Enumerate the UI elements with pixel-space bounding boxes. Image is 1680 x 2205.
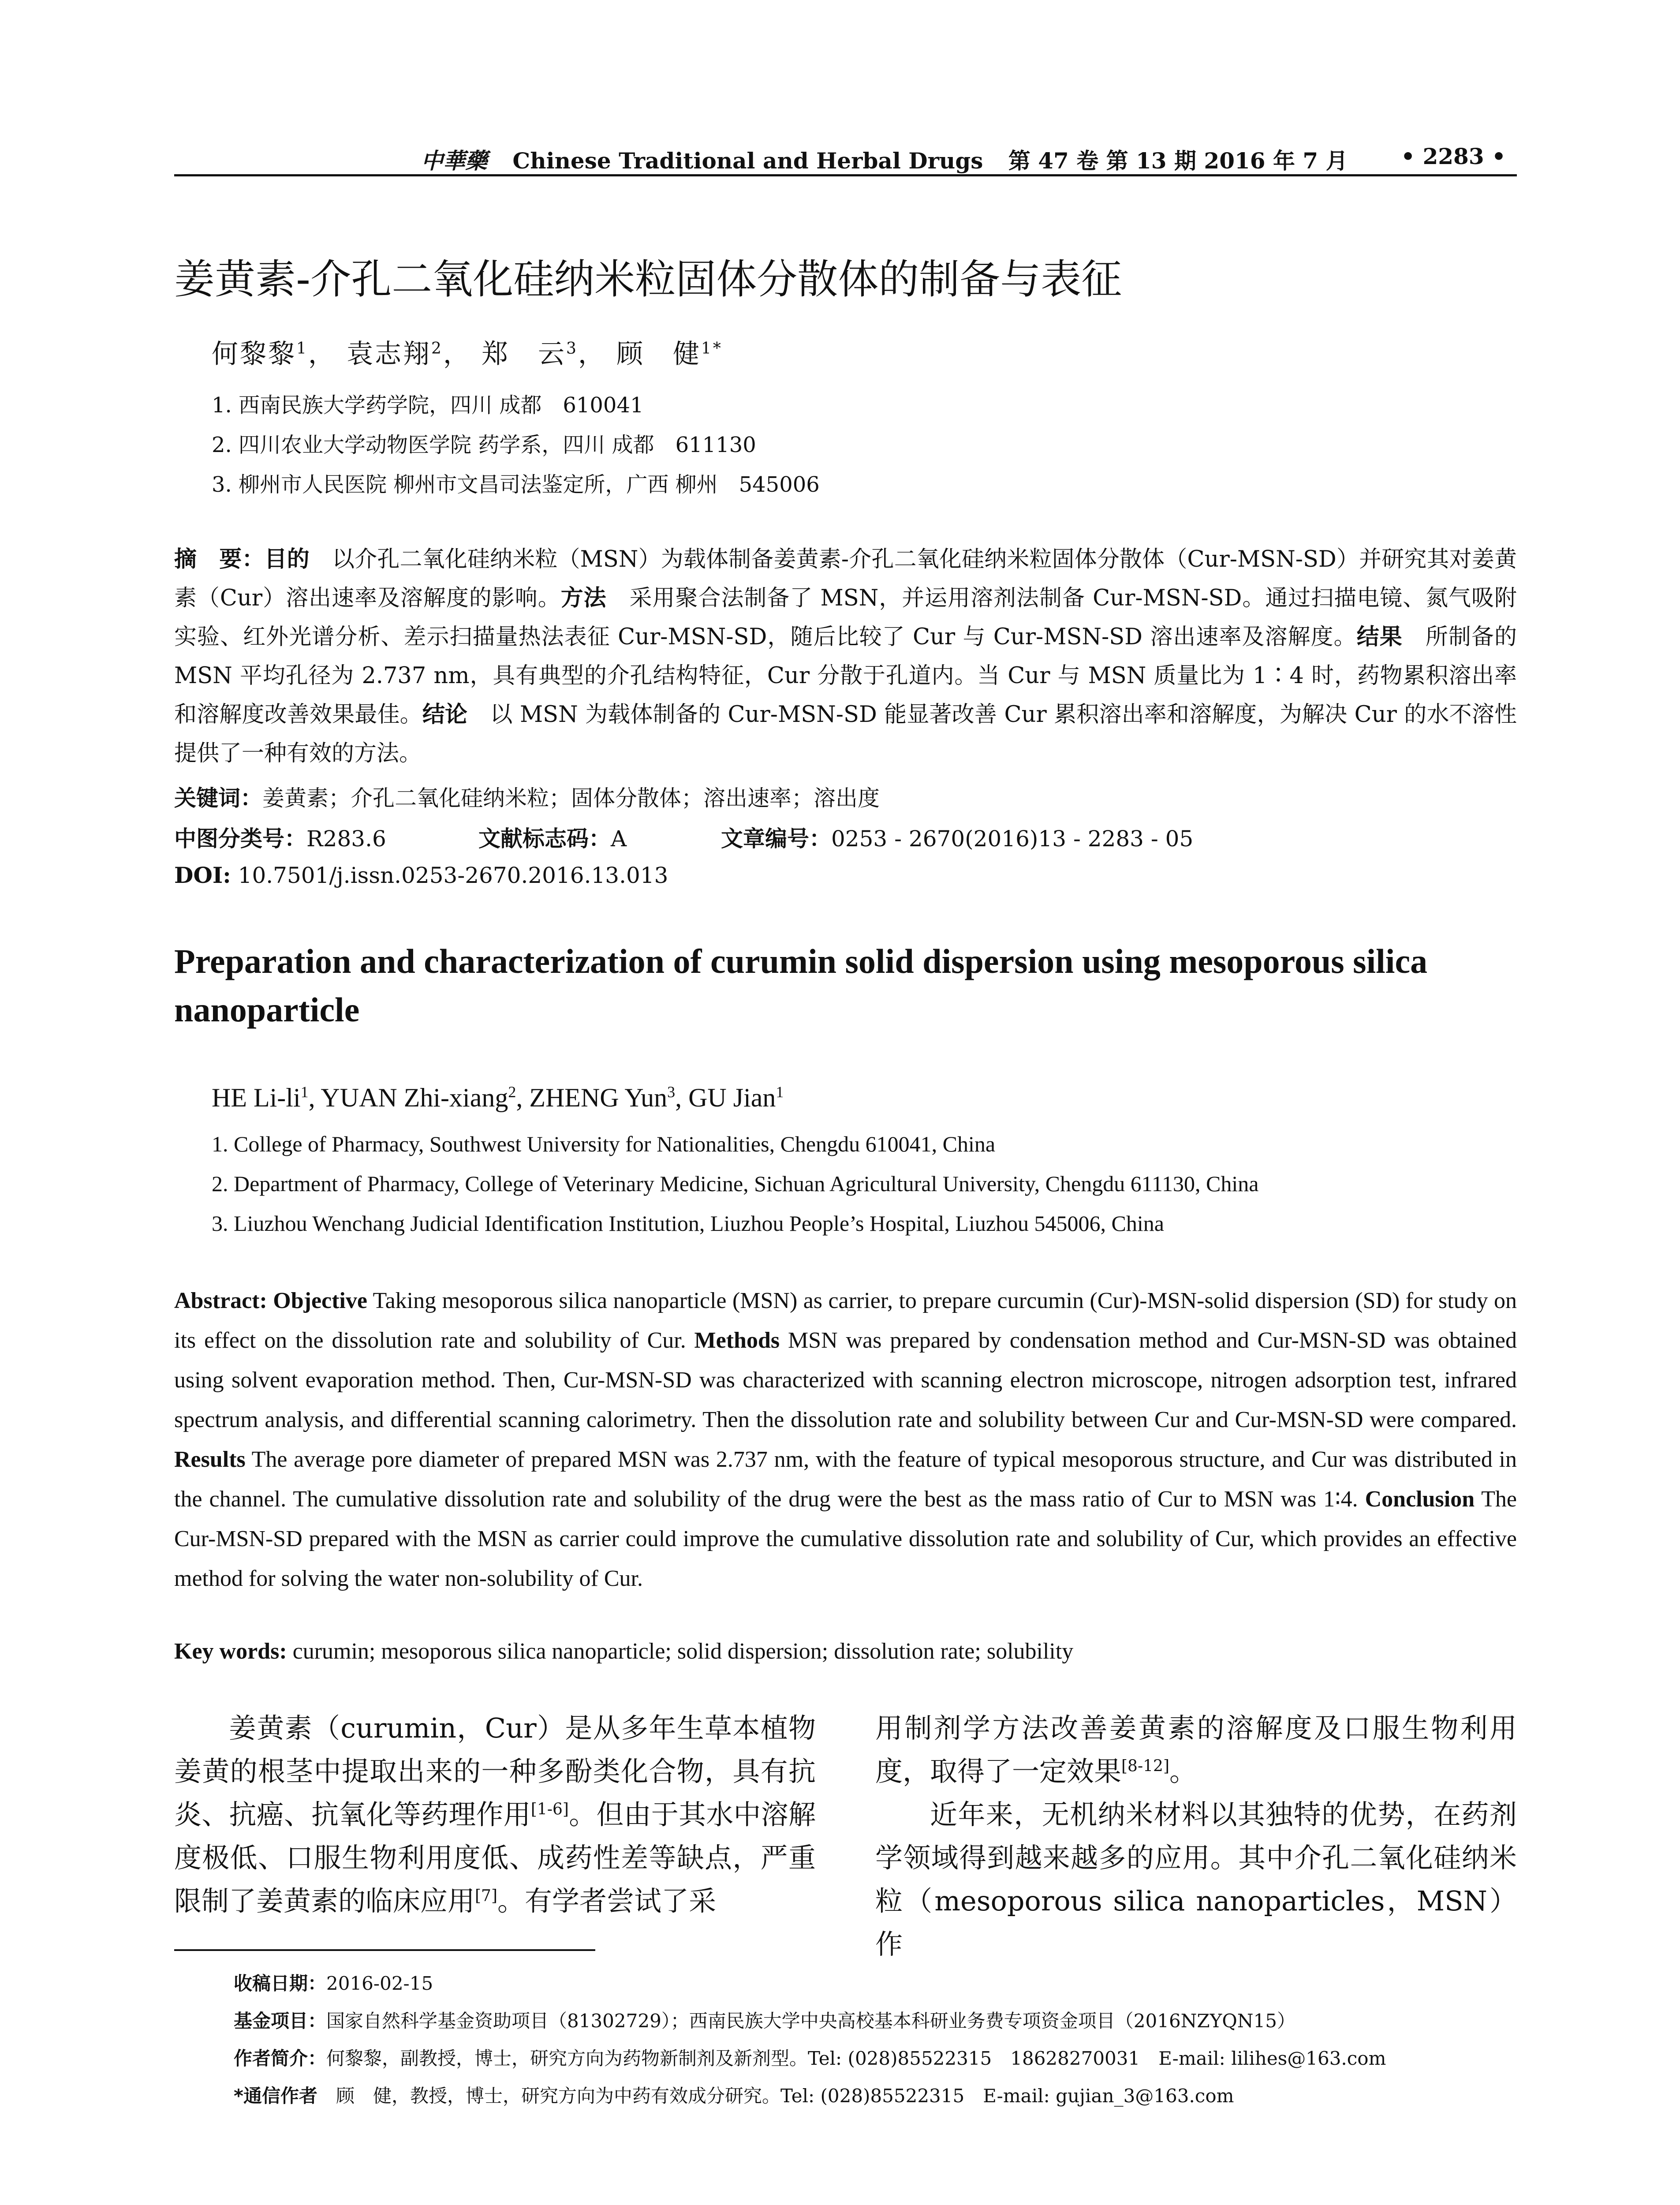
title-en: Preparation and characterization of curumin solid dispersion using mesoporous silica nanoparticle xyxy=(174,942,1428,1029)
methods-text-en: MSN was prepared by condensation method and Cur-MSN-SD was obtained using solvent evaporation method. Then, Cur-MSN-SD was characterized with scanning electron microscope, nitrogen adsorption test, infrared spectrum analysis, and differential scanning calorimetry. Then the dissolution rate and solubility between Cur and Cur-MSN-SD were compared. xyxy=(174,1328,1517,1432)
footnote-funding xyxy=(234,2007,1295,2033)
footnote-text: 何黎黎，副教授，博士，研究方向为药物新制剂及新剂型。Tel: (028)85522315 18628270031 E-mail: lilihes@163.com xyxy=(326,2048,1386,2069)
footnote-text: 国家自然科学基金资助项目（81302729）；西南民族大学中央高校基本科研业务费专项资金项目（2016NZYQN15） xyxy=(326,2010,1295,2032)
author-cn: 何黎黎 xyxy=(212,339,296,370)
author-cn: 顾 健 xyxy=(616,339,701,370)
abstract-cn xyxy=(174,540,1517,773)
clc-label: 中图分类号： xyxy=(174,826,306,852)
conclusion-label-cn: 结论 xyxy=(422,702,468,728)
author-sup: 1 xyxy=(776,1083,784,1101)
author-sep: , xyxy=(308,1083,321,1112)
journal-header xyxy=(421,143,1348,175)
journal-logo-cn: 中華藥 xyxy=(421,148,487,174)
conclusion-label-en: Conclusion xyxy=(1365,1487,1475,1512)
author-sup: 1 xyxy=(296,340,308,358)
author-en: ZHENG Yun xyxy=(529,1083,668,1112)
article-number xyxy=(721,821,1193,853)
footnote-corresponding xyxy=(234,2082,1234,2108)
page-header xyxy=(174,143,1517,176)
results-text-en: The average pore diameter of prepared MSN was 2.737 nm, with the feature of typical mesoporous structure, and Cur was distributed in the channel. The cumulative dissolution rate and solubility of the drug were the best as the mass ratio of Cur to MSN was 1∶4. xyxy=(174,1447,1517,1512)
body-paragraph: 近年来，无机纳米材料以其独特的优势，在药剂学领域得到越来越多的应用。其中介孔二氧化硅纳米粒（mesoporous silica nanoparticles，MSN）作 xyxy=(875,1798,1517,1960)
author-sup: 1* xyxy=(701,340,723,358)
author-sep: , xyxy=(516,1083,530,1112)
methods-label-cn: 方法 xyxy=(560,585,607,611)
issue-info: 第 47 卷 第 13 期 2016 年 7 月 xyxy=(1008,148,1348,174)
citation: [7] xyxy=(475,1887,498,1905)
results-label-en: Results xyxy=(174,1447,246,1472)
affiliation-cn-2: 2. 四川农业大学动物医学院 药学系，四川 成都 611130 xyxy=(212,433,756,457)
footnote-text: 顾 健，教授，博士，研究方向为中药有效成分研究。Tel: (028)85522315 E-mail: gujian_3@163.com xyxy=(317,2085,1234,2107)
results-text-cn: 所制备的 MSN 平均孔径为 2.737 nm，具有典型的介孔结构特征，Cur 分散于孔道内。当 Cur 与 MSN 质量比为 1∶4 时，药物累积溶出率和溶解度改善效果最佳。 xyxy=(174,624,1517,728)
author-en: HE Li-li xyxy=(212,1083,301,1112)
classification-line xyxy=(174,821,386,853)
author-en: YUAN Zhi-xiang xyxy=(321,1083,508,1112)
body-paragraph xyxy=(174,1707,816,1923)
results-label-cn: 结果 xyxy=(1356,624,1403,650)
affiliation-cn-1: 1. 西南民族大学药学院，四川 成都 610041 xyxy=(212,393,644,418)
affiliation-cn-3: 3. 柳州市人民医院 柳州市文昌司法鉴定所，广西 柳州 545006 xyxy=(212,472,820,497)
doc-value: A xyxy=(611,826,627,852)
author-en: GU Jian xyxy=(688,1083,776,1112)
objective-text-cn: 以介孔二氧化硅纳米粒（MSN）为载体制备姜黄素-介孔二氧化硅纳米粒固体分散体（Cur-MSN-SD）并研究其对姜黄素（Cur）溶出速率及溶解度的影响。 xyxy=(174,546,1517,611)
conclusion-text-cn: 以 MSN 为载体制备的 Cur-MSN-SD 能显著改善 Cur 累积溶出率和溶解度，为解决 Cur 的水不溶性提供了一种有效的方法。 xyxy=(174,702,1517,766)
abstract-cn-label: 摘 要： xyxy=(174,546,265,572)
journal-name-en: Chinese Traditional and Herbal Drugs xyxy=(512,148,983,174)
footnote-rule xyxy=(174,1949,595,1951)
objective-label-cn: 目的 xyxy=(264,546,310,572)
body-text: 。但由于其水中溶解度极低、口服生物利用度低、成药性差等缺点，严重限制了姜黄素的临床应用 xyxy=(174,1798,816,1917)
doc-code xyxy=(478,821,627,853)
methods-text-cn: 采用聚合法制备了 MSN，并运用溶剂法制备 Cur-MSN-SD。通过扫描电镜、氮气吸附实验、红外光谱分析、差示扫描量热法表征 Cur-MSN-SD，随后比较了 Cur 与 Cur-MSN-SD 溶出速率及溶解度。 xyxy=(174,585,1517,650)
footnote-author-bio xyxy=(234,2044,1386,2070)
citation: [1-6] xyxy=(530,1800,569,1819)
body-column-right xyxy=(875,1707,1517,1966)
conclusion-text-en: The Cur-MSN-SD prepared with the MSN as carrier could improve the cumulative dissolution rate and solubility of Cur, which provides an effective method for solving the water non-solubility of Cur. xyxy=(174,1487,1517,1591)
affiliation-en-1: 1. College of Pharmacy, Southwest University for Nationalities, Chengdu 610041, China xyxy=(212,1132,996,1156)
objective-label-en: Objective xyxy=(267,1288,367,1313)
footnote-label: *通信作者 xyxy=(234,2085,317,2107)
citation: [8-12] xyxy=(1121,1757,1169,1775)
body-paragraph xyxy=(875,1707,1517,1793)
body-text: 用制剂学方法改善姜黄素的溶解度及口服生物利用度，取得了一定效果 xyxy=(875,1712,1517,1787)
abstract-en-label: Abstract: xyxy=(174,1288,267,1313)
footnote-label: 收稿日期： xyxy=(234,1973,327,1994)
body-text: 姜黄素（curumin，Cur）是从多年生草本植物姜黄的根茎中提取出来的一种多酚类化合物，具有抗炎、抗癌、抗氧化等药理作用 xyxy=(174,1712,816,1831)
keywords-cn xyxy=(174,781,880,812)
doi-label: DOI: xyxy=(174,862,231,888)
article-label: 文章编号： xyxy=(721,826,831,852)
footnote-label: 作者简介： xyxy=(234,2048,327,2069)
body-column-left xyxy=(174,1707,816,1923)
article-value: 0253 - 2670(2016)13 - 2283 - 05 xyxy=(831,826,1194,852)
keywords-en-label: Key words: xyxy=(174,1639,287,1664)
author-sup: 3 xyxy=(566,340,578,358)
author-sup: 3 xyxy=(667,1083,676,1101)
doi-value: 10.7501/j.issn.0253-2670.2016.13.013 xyxy=(231,863,668,888)
keywords-en xyxy=(174,1638,1073,1664)
author-sup: 2 xyxy=(508,1083,516,1101)
affiliation-en-2: 2. Department of Pharmacy, College of Veterinary Medicine, Sichuan Agricultural University, Chengdu 611130, China xyxy=(212,1171,1259,1196)
authors-en xyxy=(212,1083,784,1113)
authors-cn: 何黎黎$^1$， 袁志翔$^2$， 郑 云$^3$， 顾 健$^{1*}$ xyxy=(212,339,723,370)
footnote-received xyxy=(234,1969,433,1996)
doc-label: 文献标志码： xyxy=(478,826,611,852)
author-cn: 郑 云 xyxy=(481,339,566,370)
page-number: • 2283 • xyxy=(1401,143,1506,169)
body-text: 。 xyxy=(1169,1755,1197,1787)
doi xyxy=(174,862,668,888)
author-sup: 2 xyxy=(431,340,443,358)
abstract-en xyxy=(174,1281,1517,1599)
author-sep: , xyxy=(675,1083,689,1112)
title-cn: 姜黄素-介孔二氧化硅纳米粒固体分散体的制备与表征 xyxy=(174,256,1122,303)
clc-value: R283.6 xyxy=(306,826,386,852)
objective-text-en: Taking mesoporous silica nanoparticle (MSN) as carrier, to prepare curcumin (Cur)-MSN-solid dispersion (SD) for study on its effect on the dissolution rate and solubility of Cur. xyxy=(174,1288,1517,1353)
author-sup: 1 xyxy=(300,1083,309,1101)
body-text: 。有学者尝试了采 xyxy=(497,1885,717,1917)
affiliation-en-3: 3. Liuzhou Wenchang Judicial Identification Institution, Liuzhou People’s Hospital, Liuzhou 545006, China xyxy=(212,1211,1164,1236)
methods-label-en: Methods xyxy=(694,1328,780,1353)
keywords-cn-text: 姜黄素；介孔二氧化硅纳米粒；固体分散体；溶出速率；溶出度 xyxy=(262,785,880,811)
author-cn: 袁志翔 xyxy=(346,339,431,370)
footnote-text: 2016-02-15 xyxy=(326,1973,433,1994)
keywords-cn-label: 关键词： xyxy=(174,785,262,811)
footnote-label: 基金项目： xyxy=(234,2010,327,2032)
keywords-en-text: curumin; mesoporous silica nanoparticle; solid dispersion; dissolution rate; solubility xyxy=(287,1639,1074,1664)
